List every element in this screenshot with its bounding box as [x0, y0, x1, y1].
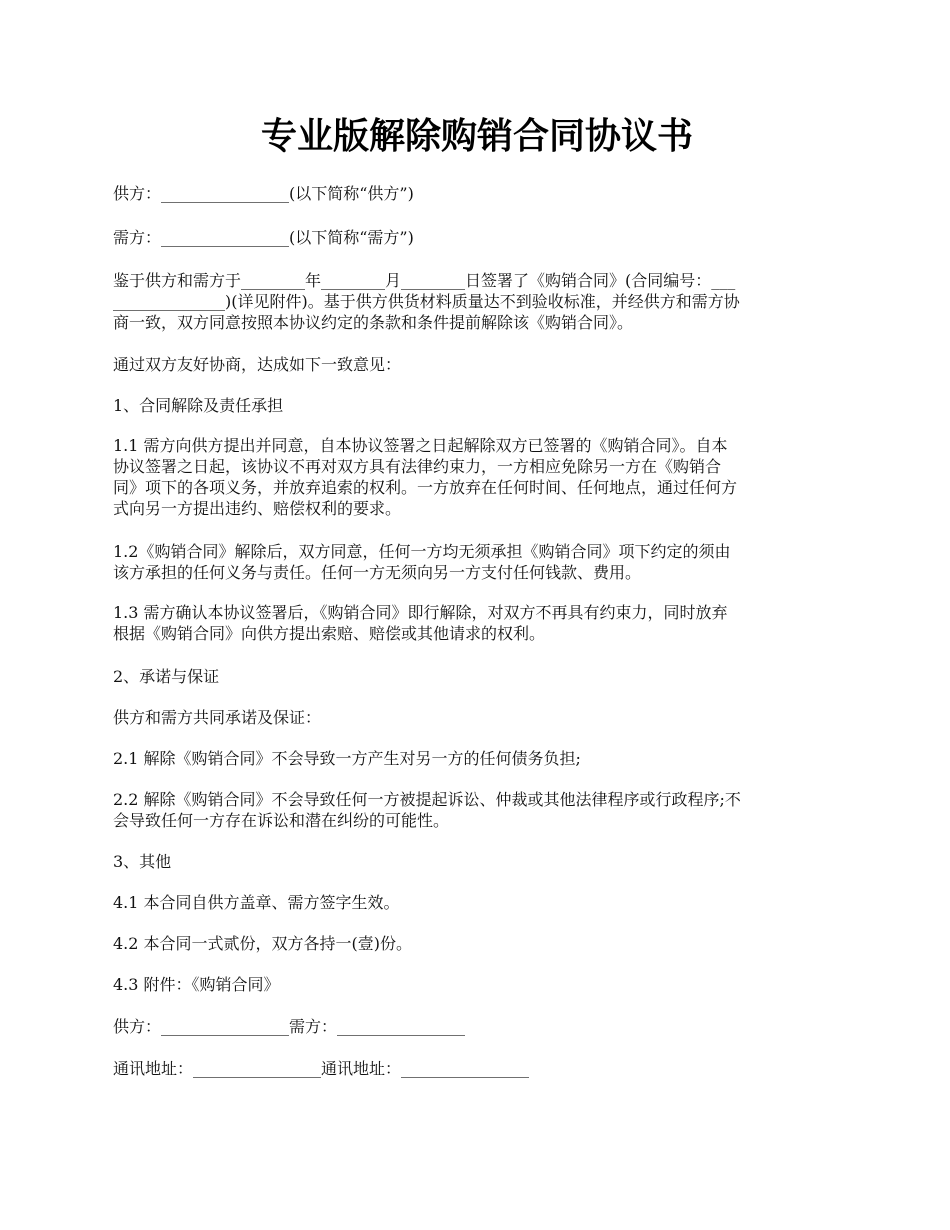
clause-1-1: 1.1 需方向供方提出并同意，自本协议签署之日起解除双方已签署的《购销合同》。自本 协议签署之日起，该协议不再对双方具有法律约束力，一方相应免除另一方在《购销合 同》项下的各项义务，并放弃追索的权利。一方放弃在任何时间、任何地点，通过任何方 式向另一方提出违约、赔偿权利的要求。: [113, 436, 738, 518]
document-title: 专业版解除购销合同协议书: [260, 115, 693, 157]
address-line: 通讯地址：________________通讯地址：________________: [113, 1059, 530, 1078]
section-1-heading: 1、合同解除及责任承担: [113, 396, 284, 415]
clause-4-2: 4.2 本合同一式贰份，双方各持一(壹)份。: [113, 934, 413, 953]
clause-4-3: 4.3 附件：《购销合同》: [113, 975, 280, 994]
commitment-intro: 供方和需方共同承诺及保证：: [113, 708, 322, 727]
clause-2-1: 2.1 解除《购销合同》不会导致一方产生对另一方的任何债务负担;: [113, 749, 581, 768]
supplier-line: 供方：________________(以下简称“供方”): [113, 184, 414, 203]
clause-1-2: 1.2《购销合同》解除后，双方同意，任何一方均无须承担《购销合同》项下约定的须由 该方承担的任何义务与责任。任何一方无须向另一方支付任何钱款、费用。: [113, 542, 731, 582]
consensus-paragraph: 通过双方友好协商，达成如下一致意见：: [113, 355, 402, 374]
section-3-heading: 3、其他: [113, 852, 172, 871]
recital-paragraph: 鉴于供方和需方于________年________月________日签署了《购销合同》(合同编号：___ ______________)(详见附件)。基于供方供货材料质量达不到验收标准，并经供方和需方协 商一致，双方同意按照本协议约定的条款和条件提前解除该《购销合同》。: [113, 271, 740, 332]
signature-line: 供方：________________需方：________________: [113, 1017, 466, 1036]
buyer-line: 需方：________________(以下简称“需方”): [113, 228, 414, 247]
section-2-heading: 2、承诺与保证: [113, 667, 220, 686]
clause-2-2: 2.2 解除《购销合同》不会导致任何一方被提起诉讼、仲裁或其他法律程序或行政程序;不 会导致任何一方存在诉讼和潜在纠纷的可能性。: [113, 790, 741, 830]
clause-4-1: 4.1 本合同自供方盖章、需方签字生效。: [113, 893, 400, 912]
clause-1-3: 1.3 需方确认本协议签署后，《购销合同》即行解除，对双方不再具有约束力，同时放弃 根据《购销合同》向供方提出索赔、赔偿或其他请求的权利。: [113, 603, 728, 643]
